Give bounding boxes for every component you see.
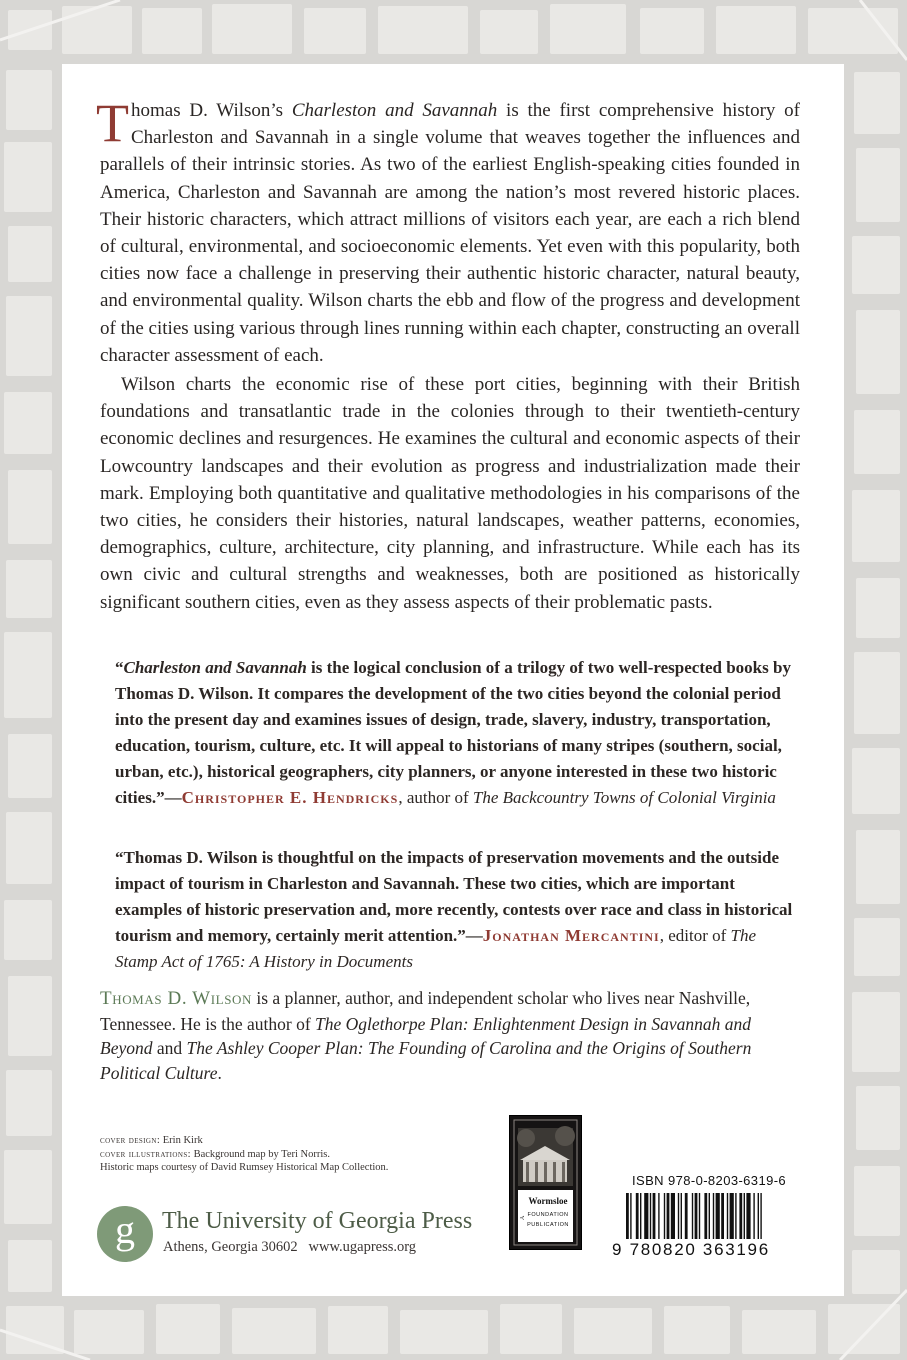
publisher-address: Athens, Georgia 30602 www.ugapress.org [163,1239,417,1255]
svg-text:PUBLICATION: PUBLICATION [527,1222,569,1228]
cover-credits: cover design: Erin Kirk cover illustrations: Background map by Teri Norris. Historic maps courtesy of David Rumsey Historical Map Collection. [100,1135,389,1173]
blurb-mercantini: “Thomas D. Wilson is thoughtful on the impacts of preservation movements and the outside impact of tourism in Charleston and Savannah. These two cities, which are important examples of historic preservation and, more recently, contests over race and class in historical tourism and memory, certainly merit attention.”—Jonathan Mercantini, editor of The Stamp Act of 1765: A History in Documents [115,848,793,971]
isbn-label: ISBN 978-0-8203-6319-6 [632,1173,787,1188]
blurb-book-title: Charleston and Savannah [123,658,307,677]
drop-cap: T [96,93,129,153]
svg-text:Wormsloe: Wormsloe [528,1196,568,1206]
blurb-author-work: The Stamp Act of 1765: A History in Documents [115,925,757,971]
wormsloe-house-icon [510,1116,581,1249]
author-name: Thomas D. Wilson [100,988,252,1009]
description-paragraph-1: Thomas D. Wilson’s Charleston and Savannah is the first comprehensive history of Charleston and Savannah in a single volume that weaves together the influences and parallels of their intrinsic stories. As two of the earliest English-speaking cities founded in America, Charleston and Savannah are among the nation’s most revered historic places. Their historic characters, which attract millions of visitors each year, are each a rich blend of cultural, environmental, and socioeconomic elements. Yet even with this popularity, both cities now face a challenge in preserving their authentic historic character, natural beauty, and environmental quality. Wilson charts the ebb and flow of the progress and development of the cities using various through lines running within each chapter, constructing an overall character assessment of each. [96,93,801,366]
svg-text:g: g [115,1207,135,1252]
author-book-2: The Ashley Cooper Plan: The Founding of Carolina and the Origins of Southern Political Culture [100,1038,752,1083]
book-description [96,93,801,616]
barcode-digits: 9 780820 363196 [612,1240,770,1259]
publisher-url: www.ugapress.org [308,1239,417,1255]
publisher-block [96,1205,496,1265]
blurb-author-work: The Backcountry Towns of Colonial Virginia [472,787,776,807]
blurb-author-name: Christopher E. Hendricks [181,787,399,807]
isbn-barcode-icon [626,1193,806,1239]
publisher-logo-icon [96,1205,154,1263]
book-title: Charleston and Savannah [291,100,498,121]
publisher-name: The University of Georgia Press [162,1208,473,1234]
wormsloe-badge [509,1115,582,1250]
author-book-1: The Oglethorpe Plan: Enlightenment Design in Savannah and Beyond [100,1013,752,1058]
description-paragraph-2: Wilson charts the economic rise of these port cities, beginning with their British foundations and transatlantic trade in the colonies through to their twentieth-century economic declines and resurgences. He examines the cultural and economic aspects of their Lowcountry landscapes and their evolution as progress and industrialization made their mark. Employing both quantitative and qualitative methodologies in his comparisons of the two cities, he considers their histories, natural landscapes, weather patterns, economies, demographics, culture, architecture, city planning, and infrastructure. While each has its own civic and cultural strengths and weaknesses, both are positioned as historically significant southern cities, even as they assess aspects of their problematic pasts. [100,374,800,613]
author-bio: Thomas D. Wilson is a planner, author, and independent scholar who lives near Nashville, Tennessee. He is the author of The Oglethorpe Plan: Enlightenment Design in Savannah and Beyond and The Ashley Cooper Plan: The Founding of Carolina and the Origins of Southern Political Culture. [100,988,752,1083]
svg-text:FOUNDATION: FOUNDATION [527,1212,569,1218]
blurb-hendricks: “Charleston and Savannah is the logical conclusion of a trilogy of two well-respected books by Thomas D. Wilson. It compares the development of the two cities beyond the colonial period into the present day and examines issues of design, trade, slavery, industry, transportation, education, tourism, culture, etc. It will appeal to historians of many stripes (southern, social, urban, etc.), historical geographers, city planners, or anyone interested in these two historic cities.”—Christopher E. Hendricks, author of The Backcountry Towns of Colonial Virginia [115,658,791,807]
blurb-author-name: Jonathan Mercantini [482,925,660,945]
svg-text:A: A [520,1215,526,1220]
